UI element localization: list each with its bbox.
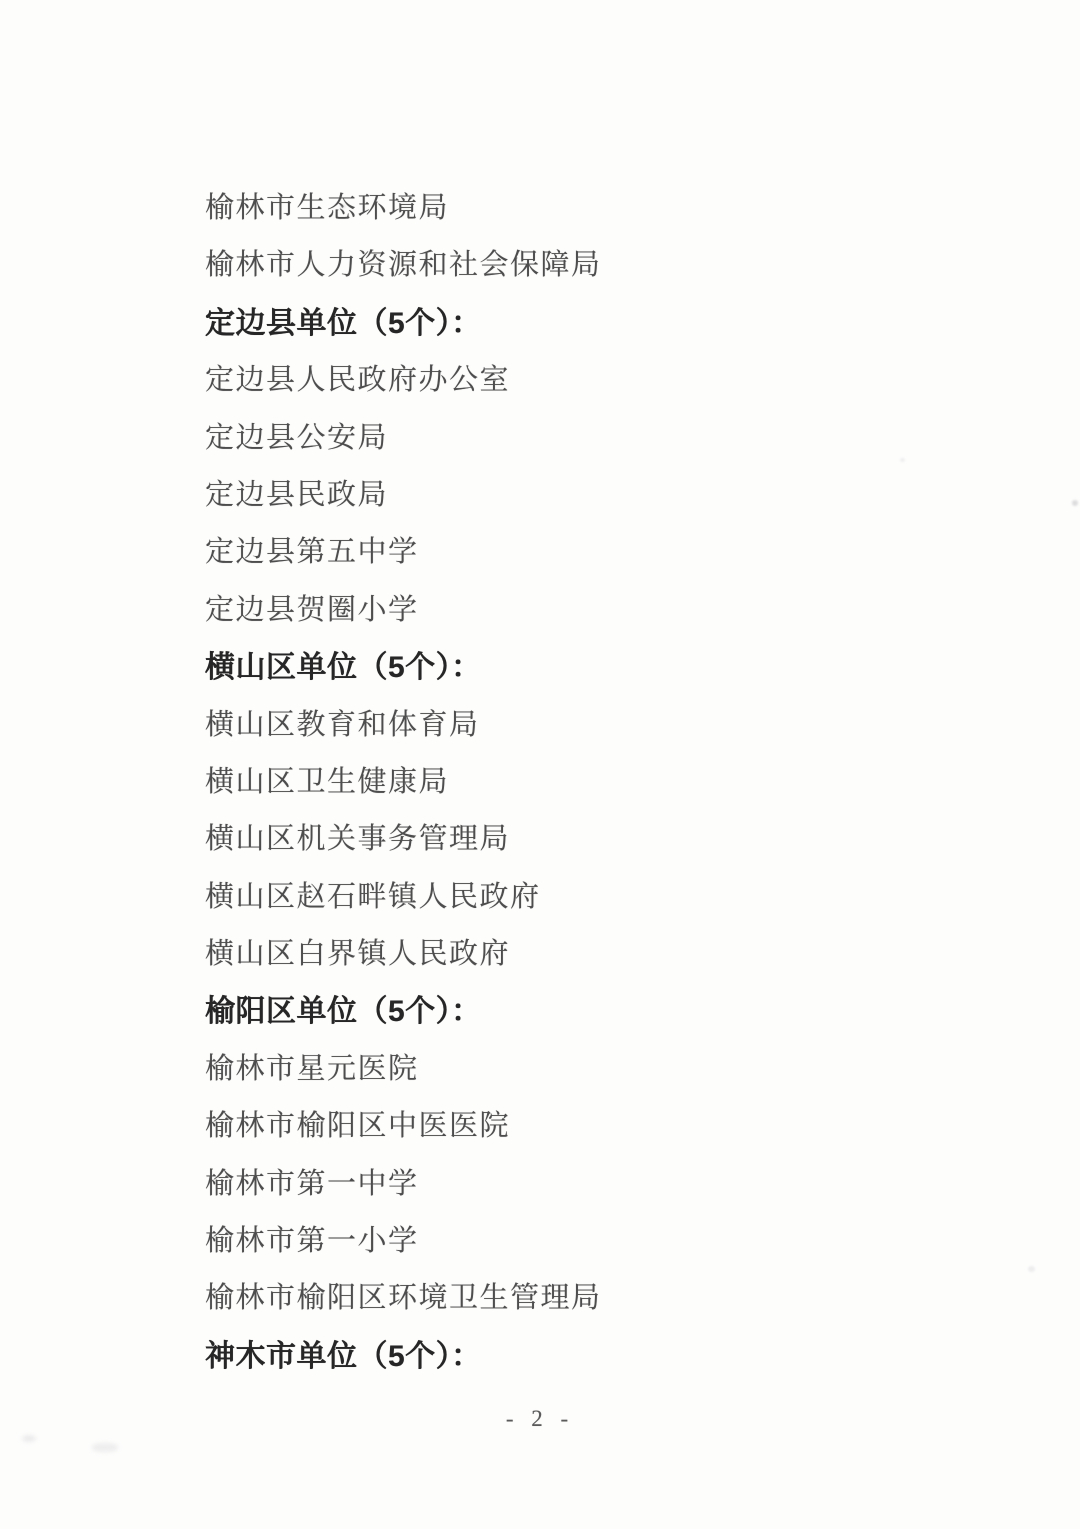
section-heading: 榆阳区单位（5个）： [205,995,482,1029]
section-heading: 横山区单位（5个）： [205,651,482,685]
section-heading: 神木市单位（5个）： [205,1339,482,1373]
unit-item: 榆林市第一小学 [205,1225,419,1258]
unit-item: 横山区赵石畔镇人民政府 [205,880,541,913]
unit-item: 定边县贺圈小学 [205,593,419,626]
unit-item: 榆林市星元医院 [205,1052,419,1085]
unit-item: 榆林市第一中学 [205,1167,419,1200]
section-heading: 定边县单位（5个）： [205,306,482,340]
unit-item: 榆林市榆阳区中医医院 [205,1110,511,1143]
unit-item: 榆林市榆阳区环境卫生管理局 [205,1282,602,1315]
unit-item: 定边县民政局 [205,478,389,511]
unit-item: 定边县人民政府办公室 [205,364,511,397]
unit-item: 榆林市生态环境局 [205,192,450,224]
unit-item: 榆林市人力资源和社会保障局 [205,249,602,282]
unit-item: 横山区机关事务管理局 [205,823,511,856]
document-body [205,180,1005,1385]
scan-speck [92,1443,118,1452]
scan-speck [1028,1266,1035,1272]
unit-item: 定边县第五中学 [205,536,419,569]
unit-item: 横山区白界镇人民政府 [205,938,511,971]
unit-item: 定边县公安局 [205,421,389,454]
unit-item: 横山区卫生健康局 [205,765,450,798]
scan-speck [1072,500,1078,506]
page-number: - 2 - [505,1406,575,1431]
unit-item: 横山区教育和体育局 [205,708,480,741]
